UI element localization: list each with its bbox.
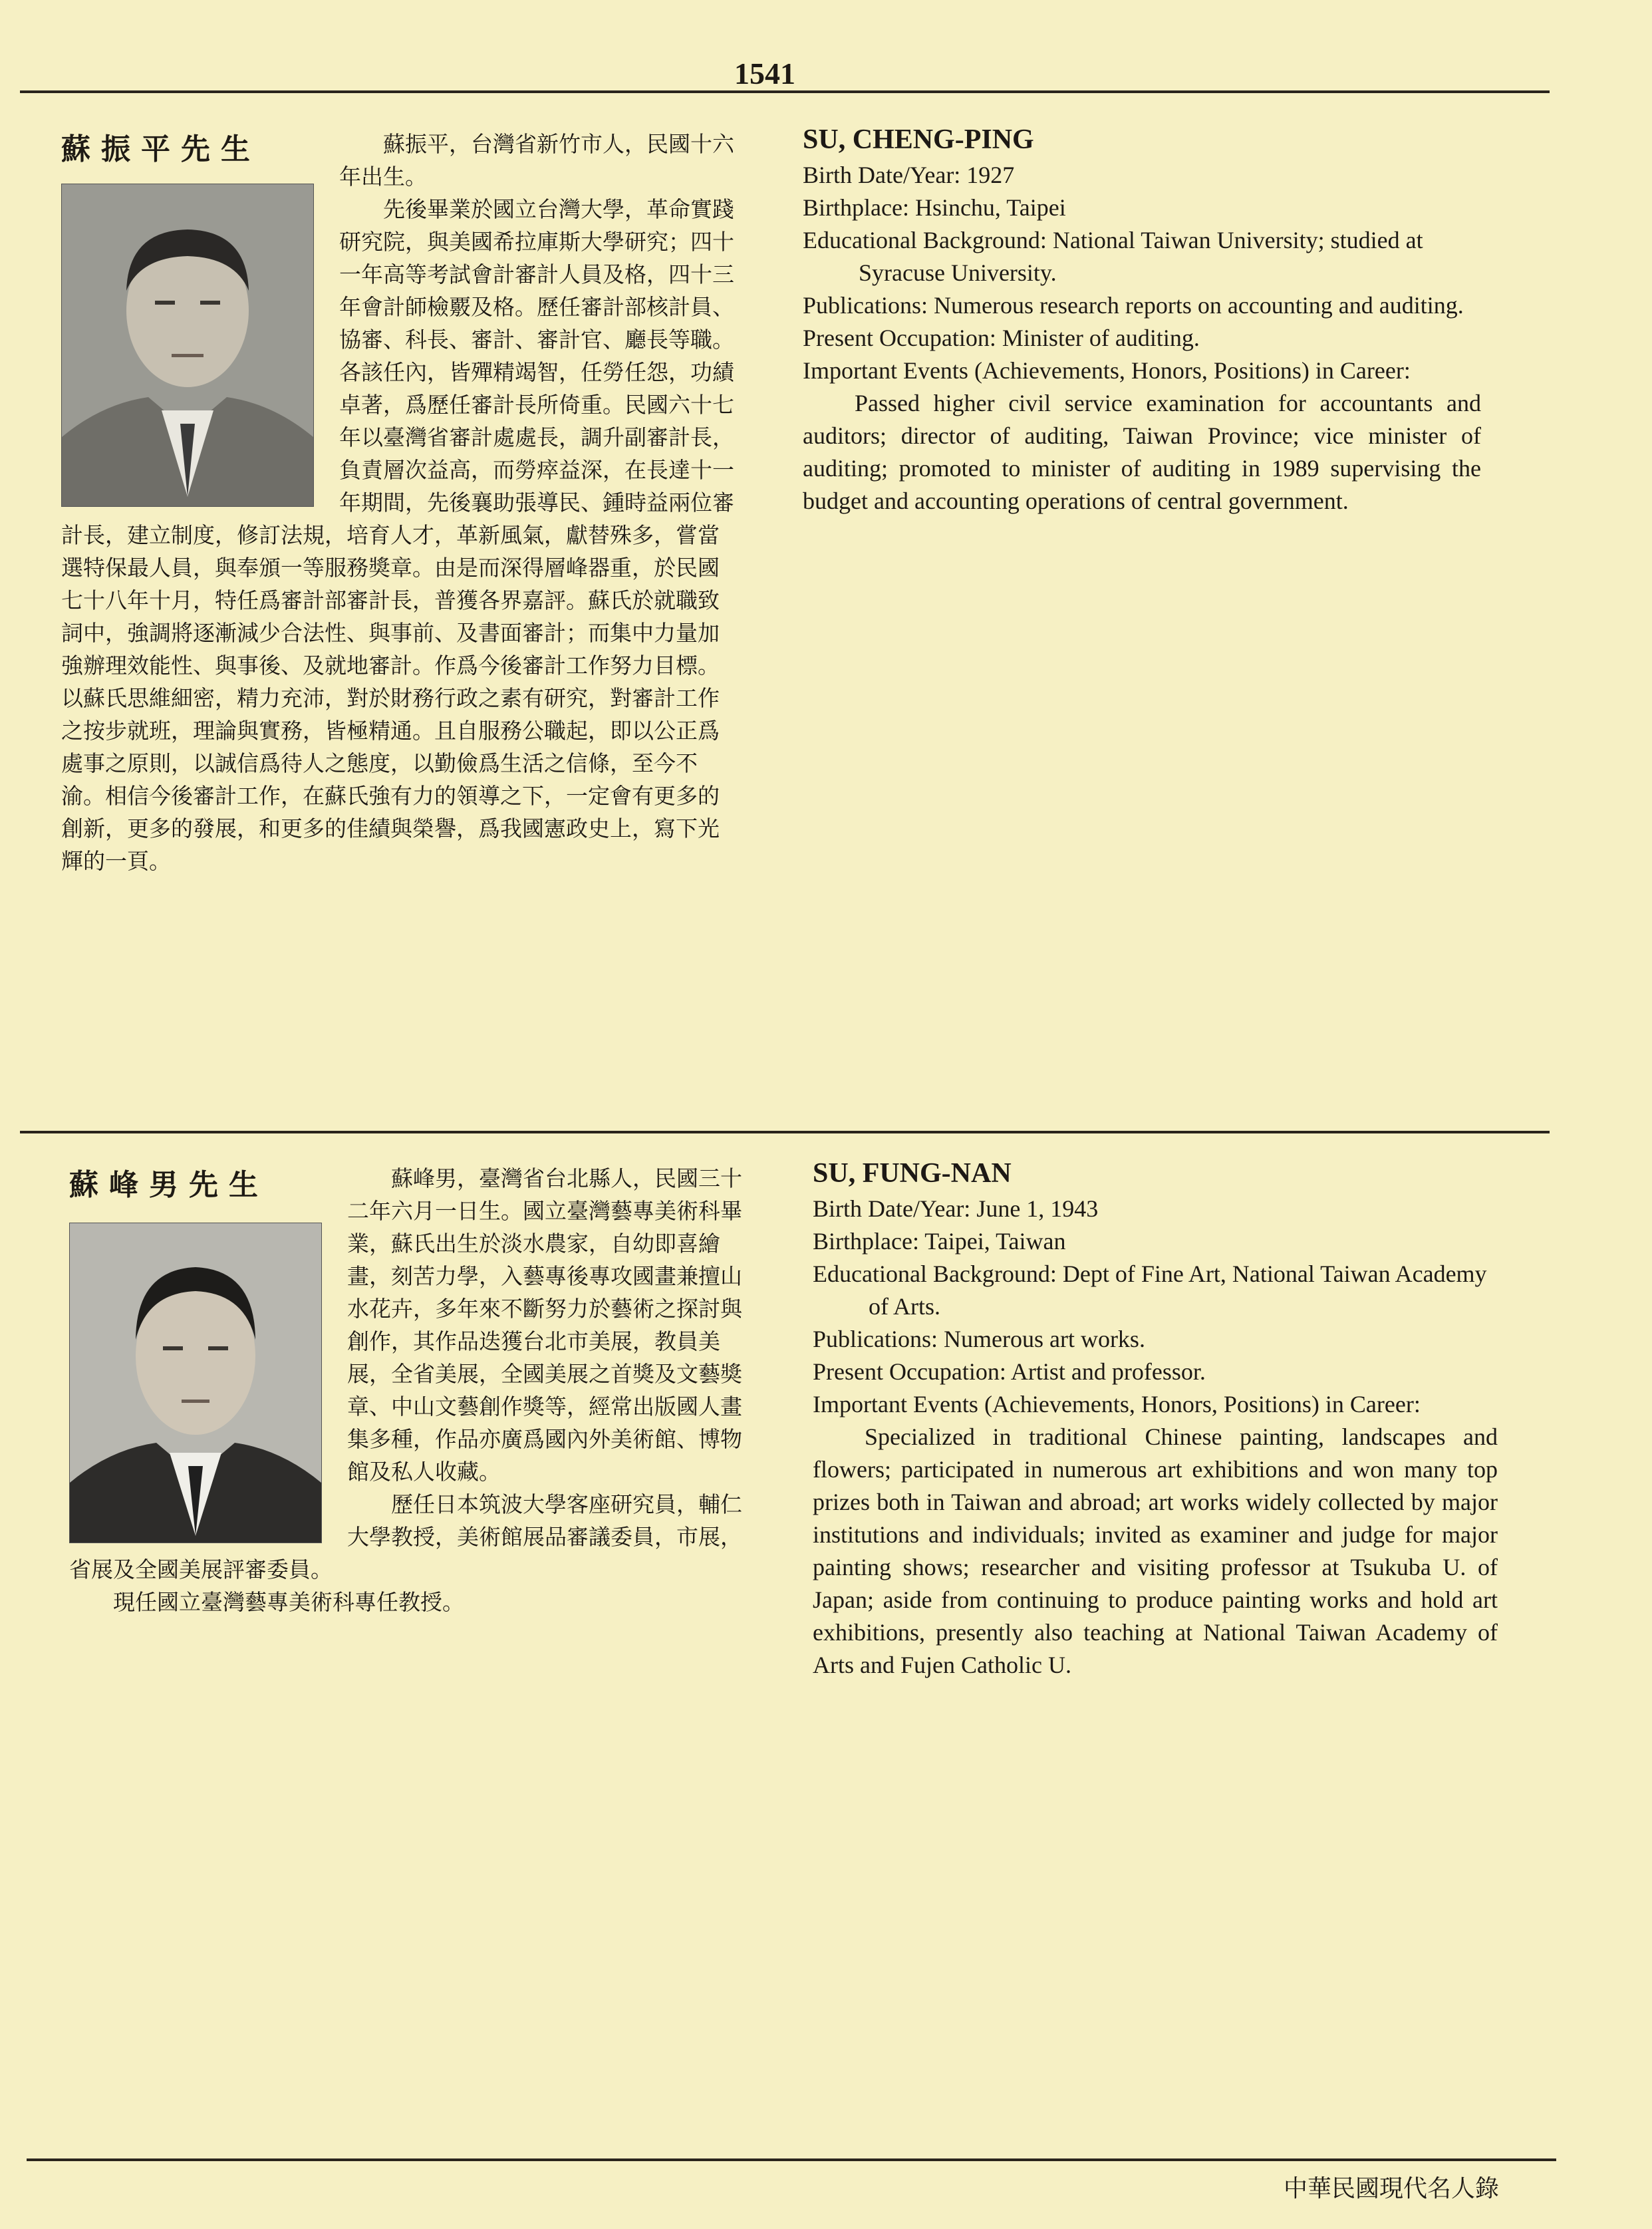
entry-1-events-heading: Important Events (Achievements, Honors, Positions) in Career: [803,357,1411,384]
entry-2-birth-date: Birth Date/Year: June 1, 1943 [813,1195,1099,1222]
entry-2-chinese-current: 現任國立臺灣藝專美術科專任教授。 [69,1589,464,1615]
entry-2-events-heading: Important Events (Achievements, Honors, Positions) in Career: [813,1391,1421,1417]
entry-2-publications: Publications: Numerous art works. [813,1326,1145,1352]
top-divider [20,90,1550,93]
entry-1-birth-date: Birth Date/Year: 1927 [803,162,1015,188]
entry-2-chinese-bio [69,1162,748,1618]
entry-2-education: Educational Background: Dept of Fine Art, National Taiwan Academy of Arts. [813,1261,1487,1320]
entry-1-education: Educational Background: National Taiwan University; studied at Syracuse University. [803,227,1423,286]
entry-1-english-block [803,124,1481,518]
entry-2-english-name: SU, FUNG-NAN [813,1158,1012,1189]
entry-2-occupation: Present Occupation: Artist and professor. [813,1358,1206,1385]
entry-2-birthplace: Birthplace: Taipei, Taiwan [813,1228,1066,1255]
entry-2-career-paragraph: Specialized in traditional Chinese painting, landscapes and flowers; participated in numerous art exhibitions and won many top prizes both in Taiwan and abroad; art works widely collected by major institutions and individuals; invited as examiner and judge for major painting shows; researcher and visiting professor at Tsukuba U. of Japan; aside from continuing to produce painting works and hold art exhibitions, presently also teaching at National Taiwan Academy of Arts and Fujen Catholic U. [813,1423,1498,1678]
entry-1-occupation: Present Occupation: Minister of auditing. [803,325,1200,351]
bottom-divider [27,2158,1556,2161]
entry-1-chinese-name: 蘇振平先生 [61,132,261,166]
entry-1-birthplace: Birthplace: Hsinchu, Taipei [803,194,1066,221]
entry-2-english-block [813,1157,1498,1682]
entry-1-english-name: SU, CHENG-PING [803,124,1034,155]
entry-1-career-paragraph: Passed higher civil service examination for accountants and auditors; director of auditing, Taiwan Province; vice minister of auditing; promoted to minister of auditing in 1989 supervising the budget and accounting operations of central government. [803,390,1481,514]
page-number: 1541 [734,57,795,90]
entry-2-chinese-career: 歷任日本筑波大學客座研究員，輔仁大學教授，美術館展品審議委員，市展，省展及全國美展評審委員。 [69,1491,742,1582]
entry-2-chinese-name: 蘇峰男先生 [69,1168,269,1202]
entry-1-publications: Publications: Numerous research reports on accounting and auditing. [803,292,1464,319]
entry-2-chinese-bio-text: 蘇峰男，臺灣省台北縣人，民國三十二年六月一日生。國立臺灣藝專美術科畢業，蘇氏出生於淡水農家，自幼即喜繪畫，刻苦力學，入藝專後專攻國畫兼擅山水花卉，多年來不斷努力於藝術之探討與創作，其作品迭獲台北市美展，教員美展，全省美展，全國美展之首獎及文藝獎章、中山文藝創作獎等，經常出版國人畫集多種，作品亦廣爲國內外美術館、博物館及私人收藏。 [347,1165,742,1485]
entry-1-chinese-bio [61,193,740,877]
middle-divider [20,1131,1550,1133]
entry-1-chinese-bio-text: 先後畢業於國立台灣大學，革命實踐研究院，與美國希拉庫斯大學研究；四十一年高等考試會計審計人員及格，四十三年會計師檢覈及格。歷任審計部核計員、協審、科長、審計、審計官、廳長等職。各該任內，皆殫精竭智，任勞任怨，功績卓著，爲歷任審計長所倚重。民國六十七年以臺灣省審計處處長，調升副審計長，負責層次益高，而勞瘁益深，在長達十一年期間，先後襄助張導民、鍾時益兩位審計長，建立制度，修訂法規，培育人才，革新風氣，獻替殊多，嘗當選特保最人員，與奉頒一等服務獎章。由是而深得層峰器重，於民國七十八年十月，特任爲審計部審計長，普獲各界嘉評。蘇氏於就職致詞中，強調將逐漸減少合法性、與事前、及書面審計；而集中力量加強辦理效能性、與事後、及就地審計。作爲今後審計工作努力目標。以蘇氏思維細密，精力充沛，對於財務行政之素有研究，對審計工作之按步就班，理論與實務，皆極精通。且自服務公職起，即以公正爲處事之原則，以誠信爲待人之態度，以勤儉爲生活之信條，至今不渝。相信今後審計工作，在蘇氏強有力的領導之下，一定會有更多的創新，更多的發展，和更多的佳績與榮譽，爲我國憲政史上，寫下光輝的一頁。 [61,196,734,874]
footer-book-title: 中華民國現代名人錄 [1283,2175,1499,2202]
entry-1-chinese-intro: 蘇振平，台灣省新竹市人，民國十六年出生。 [339,131,734,190]
